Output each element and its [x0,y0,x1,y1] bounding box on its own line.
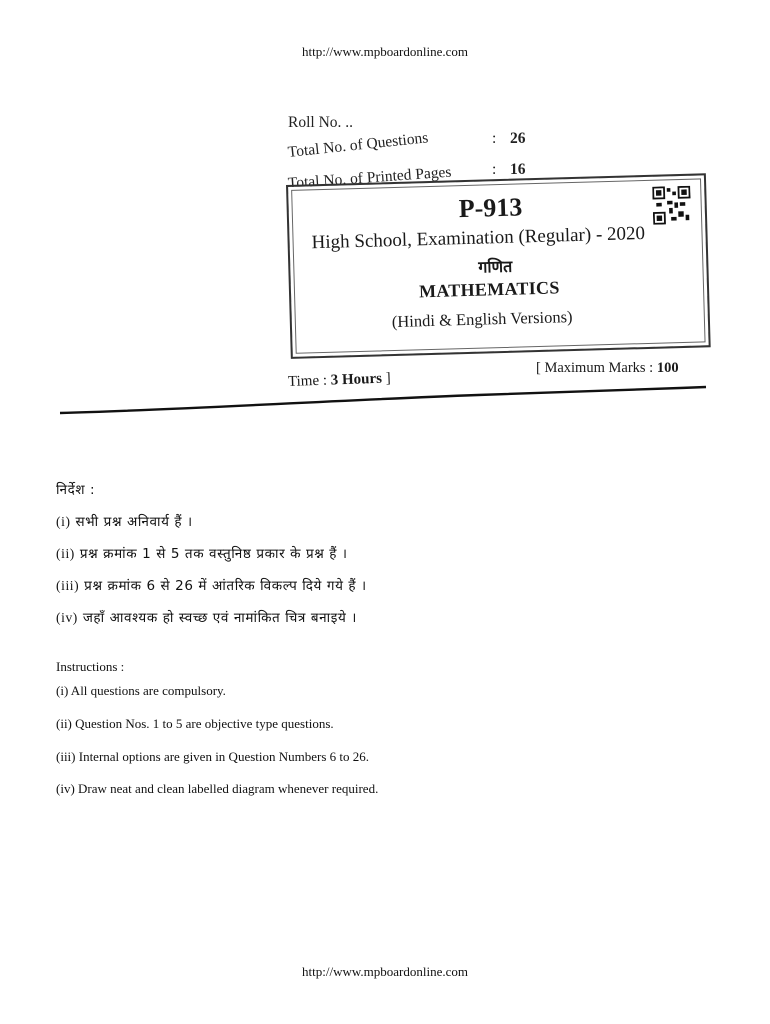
maximum-marks-value: 100 [656,360,679,376]
hindi-instruction-text: जहाँ आवश्यक हो स्वच्छ एवं नामांकित चित्र बनाइये । [82,610,357,626]
hindi-instruction-num: (i) [56,514,71,529]
subject-hindi: गणित [478,256,513,277]
maximum-marks-label: [ Maximum Marks : [536,360,657,376]
english-instruction-item: (iv) Draw neat and clean labelled diagram whenever required. [56,781,379,796]
versions-note: (Hindi & English Versions) [391,307,573,332]
time-value: 3 Hours [330,370,383,389]
printed-pages-label: Total No. of Printed Pages [287,163,452,192]
hindi-instruction-num: (iv) [56,610,78,625]
hindi-instruction-num: (ii) [56,546,75,561]
roll-no: Roll No. .. [288,114,354,131]
subject-title: MATHEMATICS [418,277,560,302]
hindi-instruction-text: प्रश्न क्रमांक 1 से 5 तक वस्तुनिष्ठ प्रकार के प्रश्न हैं । [79,546,348,562]
header-divider-line [58,383,708,423]
english-instruction-item: (iii) Internal options are given in Question Numbers 6 to 26. [56,749,370,764]
total-questions-value: 26 [510,130,526,147]
english-instruction-item: (i) All questions are compulsory. [56,683,226,698]
hindi-instruction-item [56,544,348,562]
total-questions-label: Total No. of Questions [287,129,430,161]
hindi-instruction-item [56,576,367,594]
title-box [286,173,711,359]
english-instruction-item: (ii) Question Nos. 1 to 5 are objective type questions. [56,716,334,731]
paper-code: P-913 [458,192,523,224]
hindi-instruction-text: प्रश्न क्रमांक 6 से 26 में आंतरिक विकल्प दिये गये हैं । [84,578,367,594]
footer-url: http://www.mpboardonline.com [302,964,468,979]
exam-title: High School, Examination (Regular) - 2020 [311,222,646,254]
hindi-instruction-text: सभी प्रश्न अनिवार्य हैं । [75,514,193,530]
hindi-instruction-item [56,608,357,626]
time-label: Time : [287,372,332,390]
hindi-instructions-heading: निर्देश : [56,482,96,498]
hindi-instruction-item [56,512,193,530]
header-url: http://www.mpboardonline.com [302,44,468,59]
hindi-instruction-num: (iii) [56,578,80,593]
maximum-marks [536,360,679,377]
english-instructions-heading: Instructions : [56,659,125,674]
qr-code-icon [652,186,691,225]
total-questions-separator: : [492,130,497,147]
printed-pages-value: 16 [510,161,526,178]
printed-pages-separator: : [492,161,497,178]
time-suffix: ] [381,370,392,387]
